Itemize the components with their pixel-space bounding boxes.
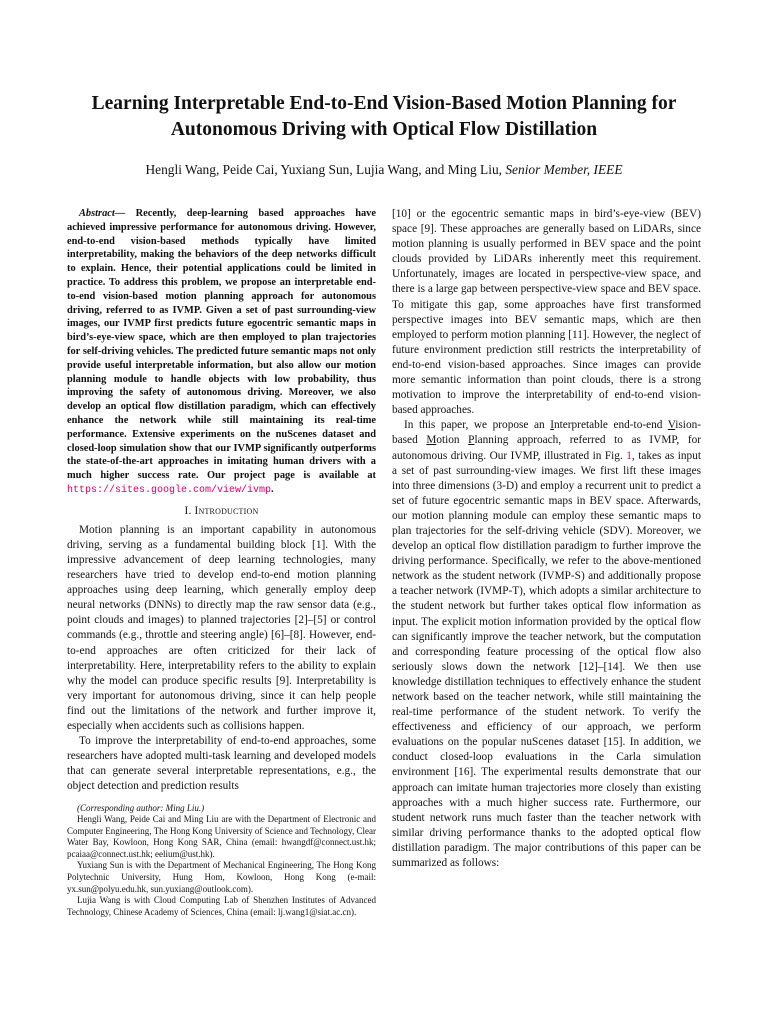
acronym-letter-m: M xyxy=(426,434,437,447)
author-list xyxy=(40,161,728,179)
text-run: , takes as input a set of past surrounding-view images. We first lift these images into three dimensions (3-D) and employ a recurrent unit to predict a set of future egocentric semantic maps in BEV space. Afterwards, our motion planning module can employ these semantic maps to plan trajectories for the self-driving vehicle (SDV). Moreover, we develop an optical flow distillation paradigm to further improve the driving performance. Specifically, we refer to the above-mentioned network as the student network (IVMP-S) and additionally propose a teacher network (IVMP-T), which adopts a similar architecture to the student network but further takes optical flow information as input. The explicit motion information provided by the optical flow can significantly improve the teacher network, but the computation and corresponding feature processing of the optical flow also seriously slows down the network [12]–[14]. We then use knowledge distillation techniques to effectively enhance the student network based on the teacher network, while still maintaining the real-time performance of the student network. To verify the effectiveness and efficiency of our approach, we perform evaluations on the popular nuScenes dataset [15]. In addition, we conduct closed-loop evaluations in the Carla simulation environment [16]. The experimental results demonstrate that our approach can imitate human trajectories more closely than existing approaches with a much higher success rate. Furthermore, our student network runs much faster than the teacher network with similar driving performance thanks to the adopted optical flow distillation paradigm. The major contributions of this paper can be summarized as follows: xyxy=(392,449,701,870)
right-paragraph-1: [10] or the egocentric semantic maps in bird’s-eye-view (BEV) space [9]. These approaches are generally based on LiDARs, since motion planning is usually performed in BEV space and the point clouds provided by LiDARs inherently meet this requirement. Unfortunately, images are located in perspective-view space, and there is a large gap between perspective-view space and BEV space. To mitigate this gap, some approaches have first transformed perspective images into BEV semantic maps, which are then employed to perform motion planning [11]. However, the neglect of future environment prediction still restricts the interpretability of end-to-end vision-based approaches. Since images can provide more semantic information than point clouds, there is a strong motivation to improve the interpretability of end-to-end vision-based approaches. xyxy=(392,208,701,417)
footnotes xyxy=(67,803,376,919)
text-run: nterpretable end-to-end xyxy=(553,419,668,432)
text-run: otion xyxy=(436,434,469,447)
project-page-link[interactable]: https://sites.google.com/view/ivmp xyxy=(67,484,272,496)
acronym-letter-i: I xyxy=(550,419,554,432)
footnote-affiliation-3: Lujia Wang is with Cloud Computing Lab of Shenzhen Institutes of Advanced Technology, Chinese Academy of Sciences, China (email: lj.wang1@siat.ac.cn). xyxy=(67,895,376,917)
section-title: Introduction xyxy=(194,504,259,517)
abstract xyxy=(67,207,376,498)
text-run: lanning approach, referred to as IVMP, for autonomous driving. Our IVMP, illustrated in Fig. xyxy=(392,434,702,462)
section-number: I. xyxy=(184,504,195,517)
title-line-1: Learning Interpretable End-to-End Vision-Based Motion Planning for xyxy=(91,93,677,114)
acronym-letter-v: V xyxy=(667,419,676,432)
paper-title xyxy=(40,91,728,143)
text-run: In this paper, we propose an xyxy=(404,419,551,432)
figure-reference-link[interactable]: 1 xyxy=(626,449,632,462)
abstract-label: Abstract xyxy=(79,208,115,219)
footnote-corresponding-author: (Corresponding author: Ming Liu.) xyxy=(77,802,205,813)
text-run: ision-based xyxy=(392,419,701,447)
title-line-2: Autonomous Driving with Optical Flow Distillation xyxy=(170,119,598,140)
left-column xyxy=(67,207,376,918)
right-column xyxy=(392,207,701,871)
abstract-end: . xyxy=(271,483,274,495)
footnote-affiliation-2: Yuxiang Sun is with the Department of Mechanical Engineering, The Hong Kong Polytechnic University, Hung Hom, Kowloon, Hong Kong (e-mail: yx.sun@polyu.edu.hk, sun.yuxiang@outlook.com). xyxy=(67,860,376,894)
intro-paragraph-1: Motion planning is an important capability in autonomous driving, serving as a fundamental building block [1]. With the impressive advancement of deep learning technologies, many researchers have tried to develop end-to-end motion planning approaches using deep learning, which generally employ deep neural networks (DNNs) to directly map the raw sensor data (e.g., point clouds and images) to planned trajectories [2]–[5] or control commands (e.g., throttle and steering angle) [6]–[8]. However, end-to-end approaches are often criticized for their lack of interpretability. Here, interpretability refers to the ability to explain why the model can produce specific results [9]. Interpretability is very important for autonomous driving, since it can help people find out the limitations of the network and further improve it, especially when accidents such as collisions happen. xyxy=(67,523,376,733)
section-heading-introduction xyxy=(67,504,376,519)
intro-paragraph-2: To improve the interpretability of end-to-end approaches, some researchers have adopted multi-task learning and developed models that can generate several interpretable representations, e.g., the object detection and prediction results xyxy=(67,735,376,793)
footnote-affiliation-1: Hengli Wang, Peide Cai and Ming Liu are with the Department of Electronic and Computer Engineering, The Hong Kong University of Science and Technology, Clear Water Bay, Kowloon, Hong Kong SAR, China (email: hwangdf@connect.ust.hk; pcaiaa@connect.ust.hk; eelium@ust.hk). xyxy=(67,814,376,859)
abstract-dash: — xyxy=(114,208,136,219)
right-paragraph-2 xyxy=(392,418,701,871)
acronym-letter-p: P xyxy=(468,434,475,447)
authors-names: Hengli Wang, Peide Cai, Yuxiang Sun, Lujia Wang, and Ming Liu, xyxy=(145,162,506,177)
abstract-text: Recently, deep-learning based approaches have achieved impressive performance for autonomous driving. However, end-to-end vision-based methods typically have limited interpretability, making the behaviors of the deep networks difficult to explain. Hence, their potential applications could be limited in practice. To address this problem, we propose an interpretable end-to-end vision-based motion planning approach for autonomous driving, referred to as IVMP. Given a set of past surrounding-view images, our IVMP first predicts future egocentric semantic maps in bird’s-eye-view space, which are then employed to plan trajectories for self-driving vehicles. The predicted future semantic maps not only provide useful interpretable information, but also allow our motion planning module to handle objects with low probability, thus improving the safety of autonomous driving. Moreover, we also develop an optical flow distillation paradigm, which can effectively enhance the network while still maintaining its real-time performance. Extensive experiments on the nuScenes dataset and closed-loop simulation show that our IVMP significantly outperforms the state-of-the-art approaches in imitating human drivers with a much higher success rate. Our project page is available at xyxy=(67,208,376,482)
author-membership: Senior Member, IEEE xyxy=(505,162,623,177)
